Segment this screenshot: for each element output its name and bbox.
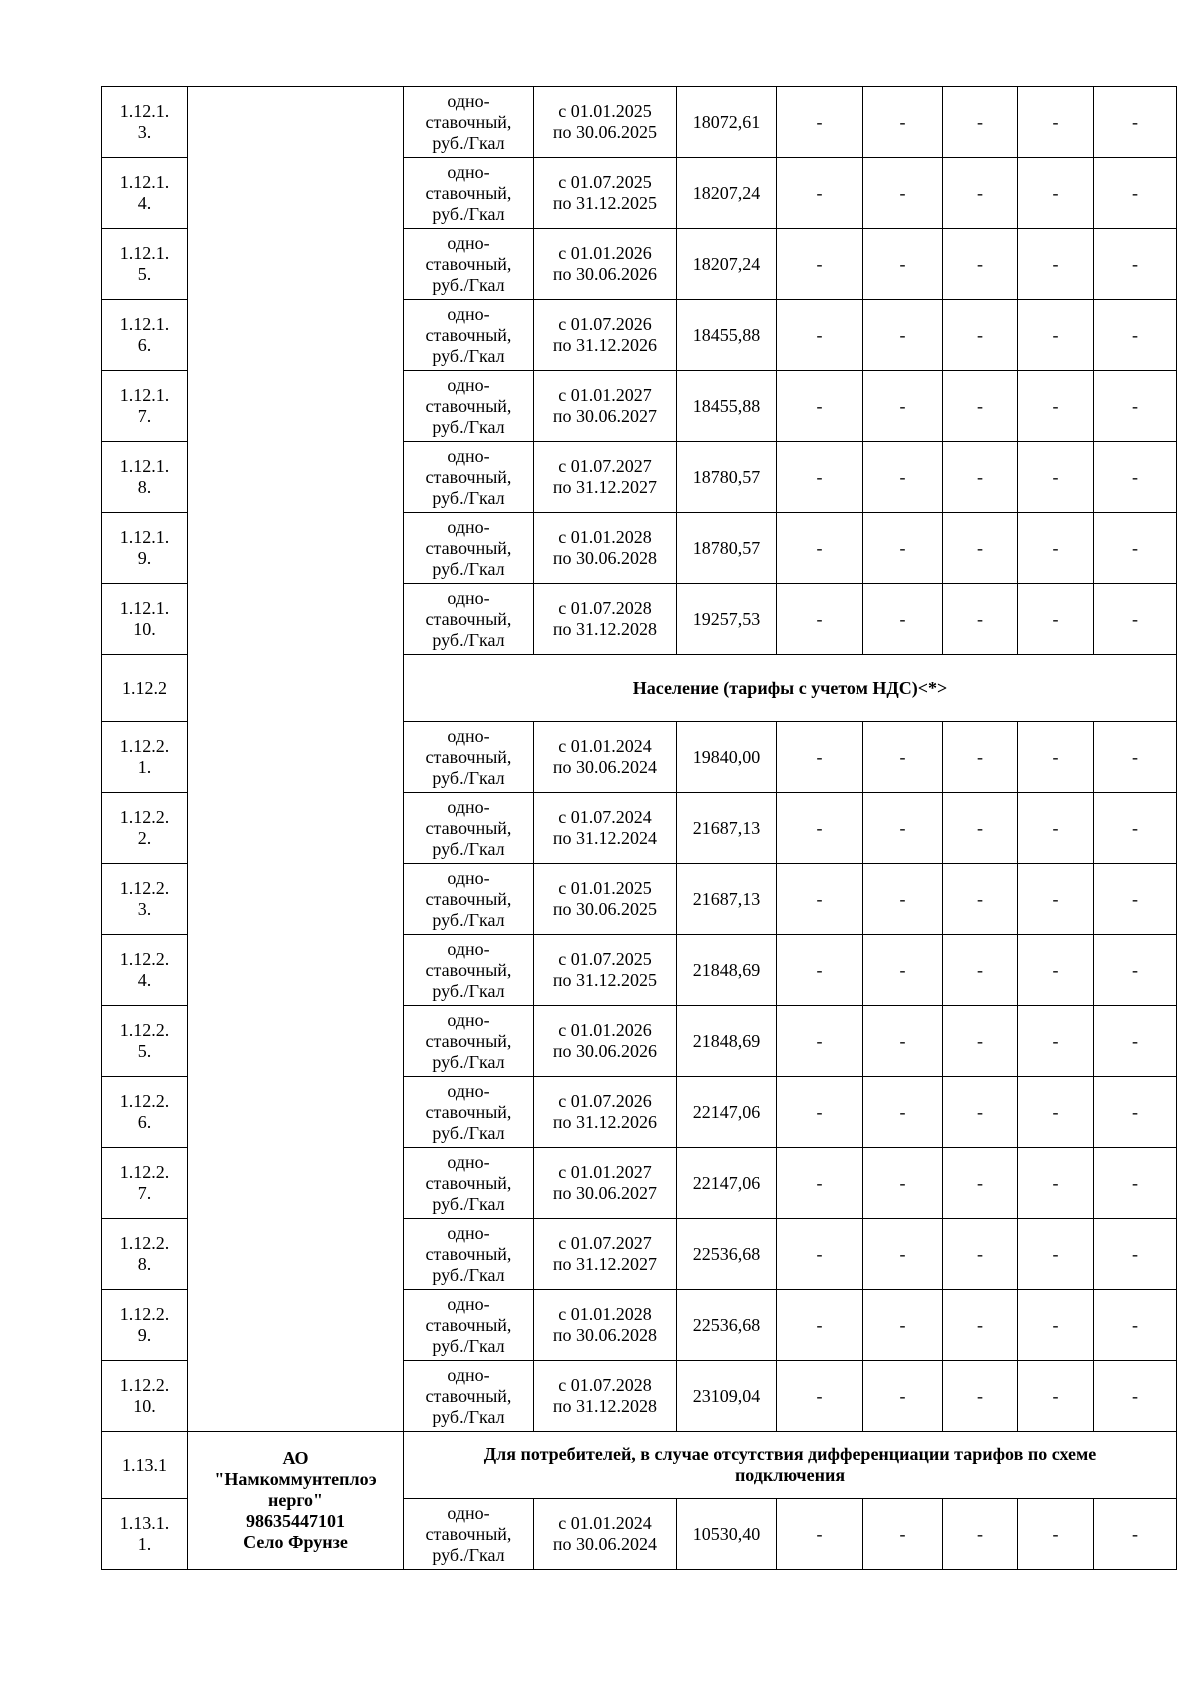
empty-value-cell: - — [1018, 1499, 1094, 1570]
empty-value-cell: - — [863, 371, 943, 442]
empty-value-cell: - — [863, 793, 943, 864]
row-number: 1.12.2. 5. — [102, 1006, 188, 1077]
empty-value-cell: - — [1094, 513, 1177, 584]
tariff-value: 23109,04 — [677, 1361, 777, 1432]
tariff-table — [101, 86, 1177, 1570]
empty-value-cell: - — [1094, 1148, 1177, 1219]
empty-value-cell: - — [943, 158, 1018, 229]
row-number: 1.12.2. 6. — [102, 1077, 188, 1148]
tariff-period: с 01.07.2026 по 31.12.2026 — [534, 300, 677, 371]
empty-value-cell: - — [1018, 371, 1094, 442]
row-number: 1.12.1. 6. — [102, 300, 188, 371]
empty-value-cell: - — [1018, 87, 1094, 158]
empty-value-cell: - — [777, 1077, 863, 1148]
empty-value-cell: - — [1018, 1006, 1094, 1077]
tariff-value: 18455,88 — [677, 371, 777, 442]
tariff-period: с 01.07.2028 по 31.12.2028 — [534, 584, 677, 655]
tariff-period: с 01.01.2026 по 30.06.2026 — [534, 229, 677, 300]
tariff-value: 18207,24 — [677, 158, 777, 229]
empty-value-cell: - — [1094, 1361, 1177, 1432]
empty-value-cell: - — [1018, 722, 1094, 793]
empty-value-cell: - — [863, 158, 943, 229]
tariff-period: с 01.01.2028 по 30.06.2028 — [534, 1290, 677, 1361]
empty-value-cell: - — [943, 584, 1018, 655]
row-number: 1.12.2. 2. — [102, 793, 188, 864]
tariff-period: с 01.01.2024 по 30.06.2024 — [534, 1499, 677, 1570]
empty-value-cell: - — [1094, 300, 1177, 371]
tariff-kind: одно- ставочный, руб./Гкал — [404, 229, 534, 300]
empty-value-cell: - — [777, 1499, 863, 1570]
tariff-period: с 01.07.2024 по 31.12.2024 — [534, 793, 677, 864]
empty-value-cell: - — [1018, 513, 1094, 584]
tariff-kind: одно- ставочный, руб./Гкал — [404, 371, 534, 442]
tariff-kind: одно- ставочный, руб./Гкал — [404, 793, 534, 864]
tariff-kind: одно- ставочный, руб./Гкал — [404, 1499, 534, 1570]
empty-value-cell: - — [943, 1290, 1018, 1361]
tariff-period: с 01.07.2025 по 31.12.2025 — [534, 158, 677, 229]
tariff-value: 19840,00 — [677, 722, 777, 793]
empty-value-cell: - — [863, 584, 943, 655]
tariff-kind: одно- ставочный, руб./Гкал — [404, 584, 534, 655]
tariff-value: 22536,68 — [677, 1290, 777, 1361]
row-number: 1.12.1. 10. — [102, 584, 188, 655]
tariff-kind: одно- ставочный, руб./Гкал — [404, 864, 534, 935]
empty-value-cell: - — [943, 1006, 1018, 1077]
tariff-period: с 01.01.2025 по 30.06.2025 — [534, 87, 677, 158]
empty-value-cell: - — [863, 1219, 943, 1290]
empty-value-cell: - — [1018, 1077, 1094, 1148]
tariff-value: 22147,06 — [677, 1148, 777, 1219]
section-row — [102, 1432, 1177, 1499]
empty-value-cell: - — [943, 87, 1018, 158]
empty-value-cell: - — [1018, 584, 1094, 655]
tariff-kind: одно- ставочный, руб./Гкал — [404, 1290, 534, 1361]
empty-value-cell: - — [777, 584, 863, 655]
tariff-kind: одно- ставочный, руб./Гкал — [404, 87, 534, 158]
empty-value-cell: - — [777, 371, 863, 442]
empty-value-cell: - — [777, 1290, 863, 1361]
tariff-value: 21687,13 — [677, 864, 777, 935]
empty-value-cell: - — [1094, 87, 1177, 158]
empty-value-cell: - — [777, 158, 863, 229]
empty-value-cell: - — [777, 1219, 863, 1290]
empty-value-cell: - — [777, 864, 863, 935]
tariff-kind: одно- ставочный, руб./Гкал — [404, 1077, 534, 1148]
empty-value-cell: - — [863, 935, 943, 1006]
empty-value-cell: - — [777, 935, 863, 1006]
section-title: Для потребителей, в случае отсутствия дифференциации тарифов по схеме подключения — [404, 1432, 1177, 1499]
empty-value-cell: - — [863, 864, 943, 935]
row-number: 1.12.1. 3. — [102, 87, 188, 158]
empty-value-cell: - — [1094, 442, 1177, 513]
empty-value-cell: - — [1018, 442, 1094, 513]
tariff-value: 21848,69 — [677, 1006, 777, 1077]
empty-value-cell: - — [943, 371, 1018, 442]
empty-value-cell: - — [943, 935, 1018, 1006]
empty-value-cell: - — [1094, 1006, 1177, 1077]
empty-value-cell: - — [777, 1361, 863, 1432]
tariff-value: 18455,88 — [677, 300, 777, 371]
tariff-kind: одно- ставочный, руб./Гкал — [404, 1148, 534, 1219]
tariff-kind: одно- ставочный, руб./Гкал — [404, 1219, 534, 1290]
section-title: Население (тарифы с учетом НДС)<*> — [404, 655, 1177, 722]
empty-value-cell: - — [863, 513, 943, 584]
tariff-period: с 01.01.2026 по 30.06.2026 — [534, 1006, 677, 1077]
tariff-period: с 01.07.2025 по 31.12.2025 — [534, 935, 677, 1006]
empty-value-cell: - — [777, 229, 863, 300]
empty-value-cell: - — [1018, 1148, 1094, 1219]
empty-value-cell: - — [777, 513, 863, 584]
row-number: 1.12.1. 5. — [102, 229, 188, 300]
section-number: 1.12.2 — [102, 655, 188, 722]
row-number: 1.12.2. 9. — [102, 1290, 188, 1361]
empty-value-cell: - — [863, 1077, 943, 1148]
empty-value-cell: - — [943, 229, 1018, 300]
tariff-kind: одно- ставочный, руб./Гкал — [404, 1006, 534, 1077]
empty-value-cell: - — [1094, 371, 1177, 442]
tariff-value: 22147,06 — [677, 1077, 777, 1148]
empty-value-cell: - — [943, 442, 1018, 513]
empty-value-cell: - — [863, 300, 943, 371]
empty-value-cell: - — [943, 793, 1018, 864]
empty-value-cell: - — [943, 1361, 1018, 1432]
row-number: 1.12.2. 10. — [102, 1361, 188, 1432]
tariff-kind: одно- ставочный, руб./Гкал — [404, 1361, 534, 1432]
empty-value-cell: - — [1094, 935, 1177, 1006]
empty-value-cell: - — [863, 442, 943, 513]
empty-value-cell: - — [1018, 229, 1094, 300]
empty-value-cell: - — [1018, 1290, 1094, 1361]
tariff-kind: одно- ставочный, руб./Гкал — [404, 722, 534, 793]
empty-value-cell: - — [1018, 793, 1094, 864]
tariff-value: 18780,57 — [677, 513, 777, 584]
tariff-kind: одно- ставочный, руб./Гкал — [404, 158, 534, 229]
organization-name: АО "Намкоммунтеплоэ нерго" 98635447101 Село Фрунзе — [188, 1432, 404, 1570]
empty-value-cell: - — [1018, 935, 1094, 1006]
tariff-value: 18072,61 — [677, 87, 777, 158]
empty-value-cell: - — [1094, 722, 1177, 793]
row-number: 1.12.2. 8. — [102, 1219, 188, 1290]
row-number: 1.12.1. 9. — [102, 513, 188, 584]
empty-value-cell: - — [863, 722, 943, 793]
tariff-period: с 01.07.2028 по 31.12.2028 — [534, 1361, 677, 1432]
tariff-period: с 01.07.2027 по 31.12.2027 — [534, 1219, 677, 1290]
tariff-value: 10530,40 — [677, 1499, 777, 1570]
row-number: 1.12.2. 3. — [102, 864, 188, 935]
empty-value-cell: - — [1094, 584, 1177, 655]
empty-value-cell: - — [1094, 864, 1177, 935]
tariff-value: 18780,57 — [677, 442, 777, 513]
row-number: 1.12.2. 4. — [102, 935, 188, 1006]
tariff-kind: одно- ставочный, руб./Гкал — [404, 442, 534, 513]
row-number: 1.12.1. 4. — [102, 158, 188, 229]
tariff-period: с 01.01.2025 по 30.06.2025 — [534, 864, 677, 935]
empty-value-cell: - — [943, 513, 1018, 584]
tariff-value: 22536,68 — [677, 1219, 777, 1290]
tariff-value: 21848,69 — [677, 935, 777, 1006]
tariff-period: с 01.01.2028 по 30.06.2028 — [534, 513, 677, 584]
empty-value-cell: - — [943, 1499, 1018, 1570]
empty-value-cell: - — [863, 87, 943, 158]
empty-value-cell: - — [943, 1219, 1018, 1290]
row-number: 1.12.1. 8. — [102, 442, 188, 513]
org-cell-blank — [188, 87, 404, 1432]
empty-value-cell: - — [1094, 158, 1177, 229]
section-number: 1.13.1 — [102, 1432, 188, 1499]
empty-value-cell: - — [1094, 1290, 1177, 1361]
empty-value-cell: - — [863, 1499, 943, 1570]
empty-value-cell: - — [863, 229, 943, 300]
empty-value-cell: - — [1018, 1361, 1094, 1432]
empty-value-cell: - — [777, 722, 863, 793]
row-number: 1.12.2. 1. — [102, 722, 188, 793]
empty-value-cell: - — [777, 442, 863, 513]
tariff-kind: одно- ставочный, руб./Гкал — [404, 935, 534, 1006]
tariff-period: с 01.07.2027 по 31.12.2027 — [534, 442, 677, 513]
empty-value-cell: - — [1094, 1219, 1177, 1290]
empty-value-cell: - — [943, 722, 1018, 793]
empty-value-cell: - — [1018, 1219, 1094, 1290]
row-number: 1.13.1. 1. — [102, 1499, 188, 1570]
tariff-period: с 01.01.2024 по 30.06.2024 — [534, 722, 677, 793]
empty-value-cell: - — [1018, 300, 1094, 371]
tariff-kind: одно- ставочный, руб./Гкал — [404, 300, 534, 371]
empty-value-cell: - — [1094, 229, 1177, 300]
tariff-period: с 01.01.2027 по 30.06.2027 — [534, 1148, 677, 1219]
empty-value-cell: - — [863, 1361, 943, 1432]
empty-value-cell: - — [943, 864, 1018, 935]
row-number: 1.12.2. 7. — [102, 1148, 188, 1219]
empty-value-cell: - — [777, 1006, 863, 1077]
empty-value-cell: - — [1094, 1499, 1177, 1570]
tariff-period: с 01.07.2026 по 31.12.2026 — [534, 1077, 677, 1148]
tariff-value: 19257,53 — [677, 584, 777, 655]
tariff-value: 21687,13 — [677, 793, 777, 864]
empty-value-cell: - — [943, 1148, 1018, 1219]
tariff-period: с 01.01.2027 по 30.06.2027 — [534, 371, 677, 442]
empty-value-cell: - — [1018, 864, 1094, 935]
empty-value-cell: - — [863, 1290, 943, 1361]
empty-value-cell: - — [943, 300, 1018, 371]
empty-value-cell: - — [1094, 793, 1177, 864]
row-number: 1.12.1. 7. — [102, 371, 188, 442]
empty-value-cell: - — [777, 300, 863, 371]
empty-value-cell: - — [777, 87, 863, 158]
empty-value-cell: - — [1018, 158, 1094, 229]
empty-value-cell: - — [943, 1077, 1018, 1148]
tariff-kind: одно- ставочный, руб./Гкал — [404, 513, 534, 584]
table-row — [102, 87, 1177, 158]
empty-value-cell: - — [863, 1148, 943, 1219]
empty-value-cell: - — [777, 793, 863, 864]
empty-value-cell: - — [863, 1006, 943, 1077]
empty-value-cell: - — [777, 1148, 863, 1219]
tariff-value: 18207,24 — [677, 229, 777, 300]
empty-value-cell: - — [1094, 1077, 1177, 1148]
